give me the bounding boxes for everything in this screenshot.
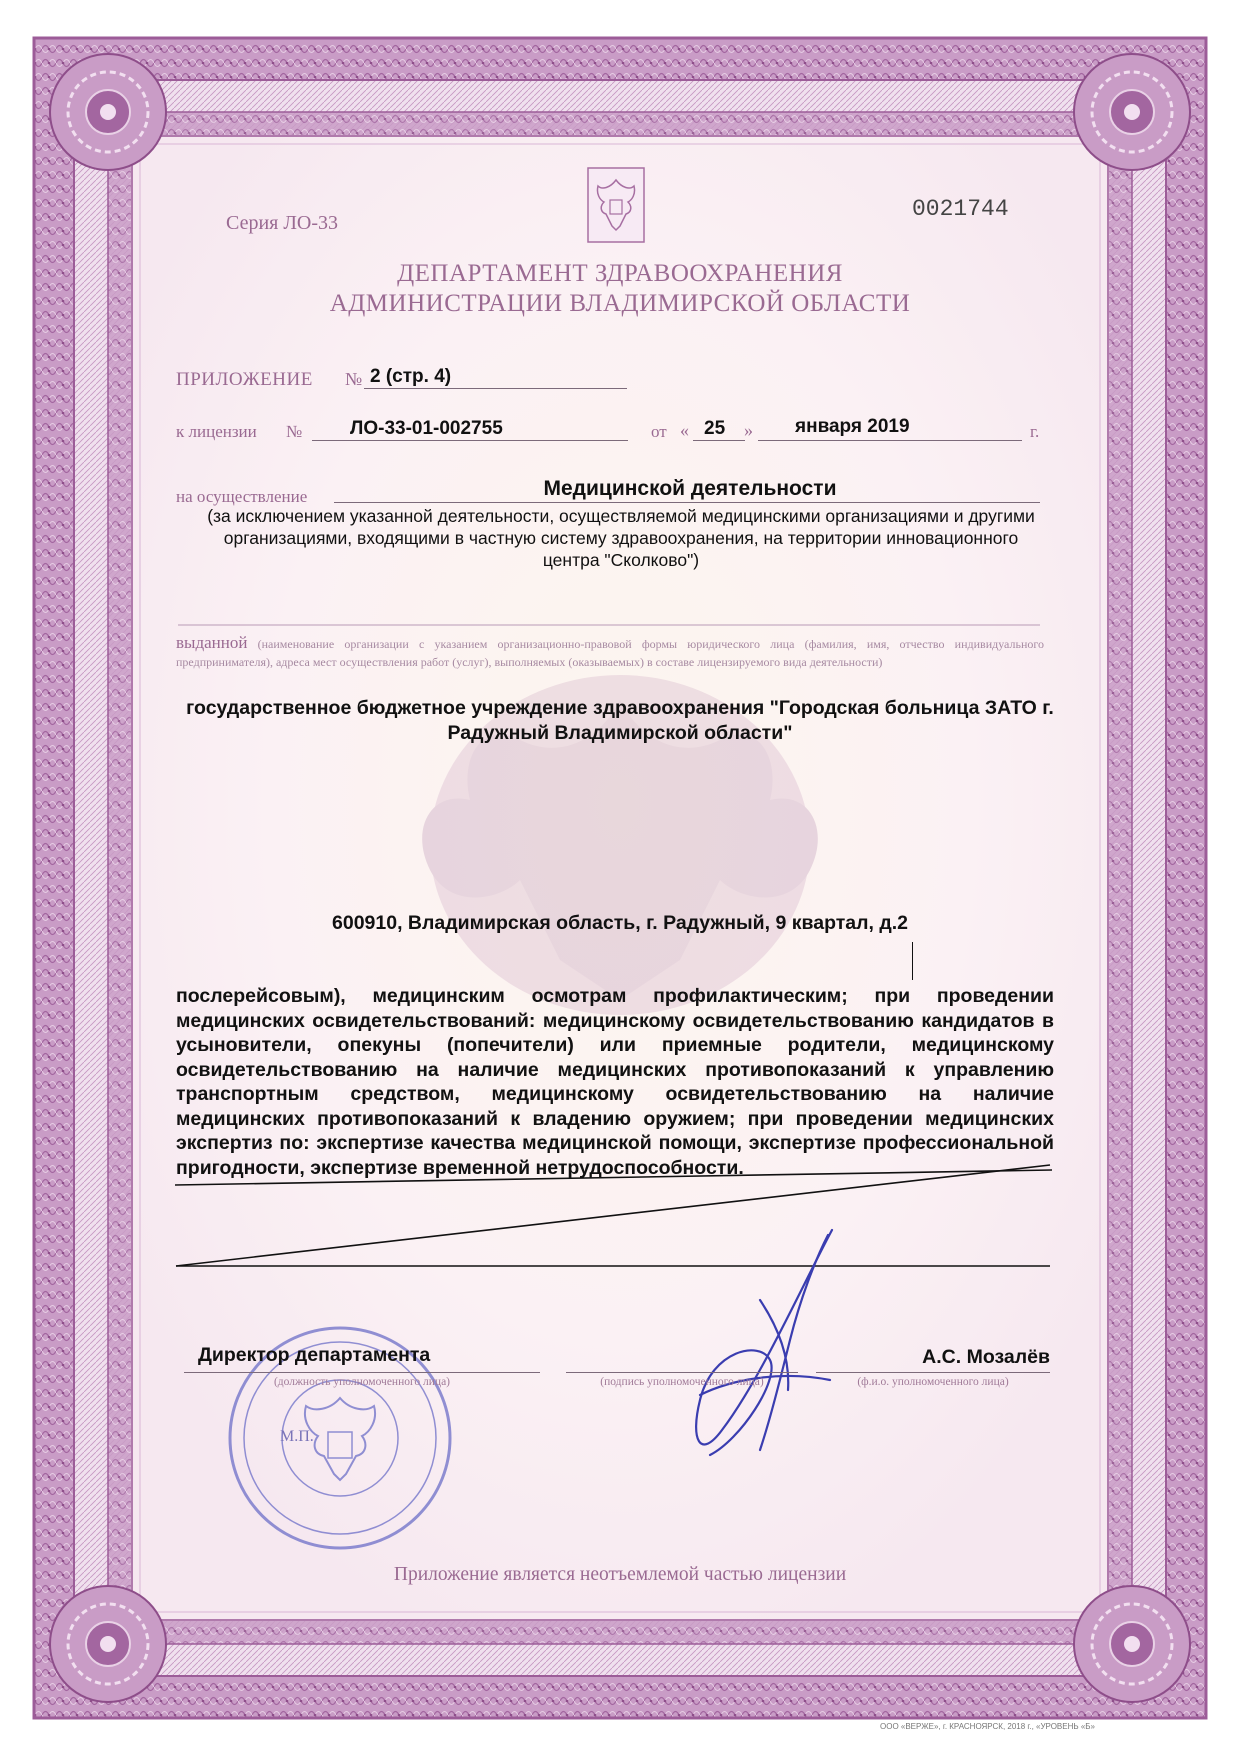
activity-underline bbox=[334, 502, 1040, 503]
corner-rosette-bottom-right bbox=[1074, 1586, 1190, 1702]
organization-name: государственное бюджетное учреждение здравоохранения "Городская больница ЗАТО г. Радужный Владимирской области" bbox=[186, 697, 1054, 744]
corner-rosette-top-left bbox=[50, 54, 166, 170]
organization-address: 600910, Владимирская область, г. Радужный, 9 квартал, д.2 bbox=[332, 912, 908, 934]
appendix-underline bbox=[364, 388, 627, 389]
position-underline bbox=[184, 1372, 540, 1373]
license-day: 25 bbox=[704, 418, 726, 439]
printer-imprint: ООО «ВЕРЖЕ», г. КРАСНОЯРСК, 2018 г., «УРОВЕНЬ «Б» bbox=[880, 1722, 1096, 1731]
signature-caption: (подпись уполномоченного лица) bbox=[600, 1376, 764, 1388]
name-underline bbox=[816, 1372, 1050, 1373]
license-month-underline bbox=[758, 440, 1022, 441]
license-number: ЛО-33-01-002755 bbox=[350, 418, 503, 439]
license-year-suffix: г. bbox=[1030, 422, 1040, 441]
appendix-number-sign: № bbox=[345, 369, 363, 389]
license-open-quote: « bbox=[680, 420, 689, 440]
license-label: к лицензии bbox=[176, 422, 257, 441]
position-caption: (должность уполномоченного лица) bbox=[273, 1376, 451, 1388]
signatory-name: А.С. Мозалёв bbox=[922, 1346, 1050, 1368]
license-date-from: от bbox=[651, 422, 667, 441]
stamp-place-label: М.П. bbox=[280, 1428, 314, 1445]
activity-title: Медицинской деятельности bbox=[543, 477, 837, 500]
license-number-underline bbox=[312, 440, 628, 441]
license-day-underline bbox=[693, 440, 745, 441]
name-caption: (ф.и.о. уполномоченного лица) bbox=[857, 1376, 1009, 1388]
series-label: Серия ЛО-33 bbox=[226, 212, 339, 234]
issued-label: выданной bbox=[176, 633, 248, 652]
issued-note-block bbox=[176, 634, 1044, 671]
signatory-position: Директор департамента bbox=[198, 1344, 431, 1366]
appendix-label: ПРИЛОЖЕНИЕ bbox=[176, 369, 313, 390]
appendix-value: 2 (стр. 4) bbox=[370, 366, 452, 387]
department-title-line1: ДЕПАРТАМЕНТ ЗДРАВООХРАНЕНИЯ bbox=[397, 260, 843, 287]
corner-rosette-bottom-left bbox=[50, 1586, 166, 1702]
coat-of-arms-emblem bbox=[588, 168, 644, 242]
issued-note: (наименование организации с указанием организационно-правовой формы юридического лица (фамилия, имя, отчество индивидуального предпринимателя), адреса мест осуществления работ (услуг), выполняемых (оказываемых) в составе лицензируемого вида деятельности) bbox=[176, 637, 1044, 669]
activity-label: на осуществление bbox=[176, 487, 308, 506]
corner-rosette-top-right bbox=[1074, 54, 1190, 170]
department-title-line2: АДМИНИСТРАЦИИ ВЛАДИМИРСКОЙ ОБЛАСТИ bbox=[329, 290, 911, 317]
footer-note: Приложение является неотъемлемой частью лицензии bbox=[393, 1564, 847, 1585]
vertical-mark bbox=[912, 942, 913, 980]
signature-underline bbox=[566, 1372, 798, 1373]
license-close-quote: » bbox=[744, 420, 753, 440]
body-paragraph: послерейсовым), медицинским осмотрам профилактическим; при проведении медицинских освидетельствований: медицинскому освидетельствованию кандидатов в усыновители, опекуны (попечители) или приемные родители, медицинскому освидетельствованию на наличие медицинских противопоказаний к управлению транспортным средством, медицинскому освидетельствованию на наличие медицинских противопоказаний к владению оружием; при проведении медицинских экспертиз по: экспертизе качества медицинской помощи, экспертизе профессиональной пригодности, экспертизе временной нетрудоспособности. bbox=[176, 985, 1054, 1179]
activity-description: (за исключением указанной деятельности, осуществляемой медицинскими организациями и другими организациями, входящими в частную систему здравоохранения, на территории инновационного центра "Сколково") bbox=[207, 506, 1035, 570]
license-month-year: января 2019 bbox=[795, 416, 910, 437]
form-number: 0021744 bbox=[912, 196, 1009, 222]
license-number-sign: № bbox=[286, 422, 303, 441]
